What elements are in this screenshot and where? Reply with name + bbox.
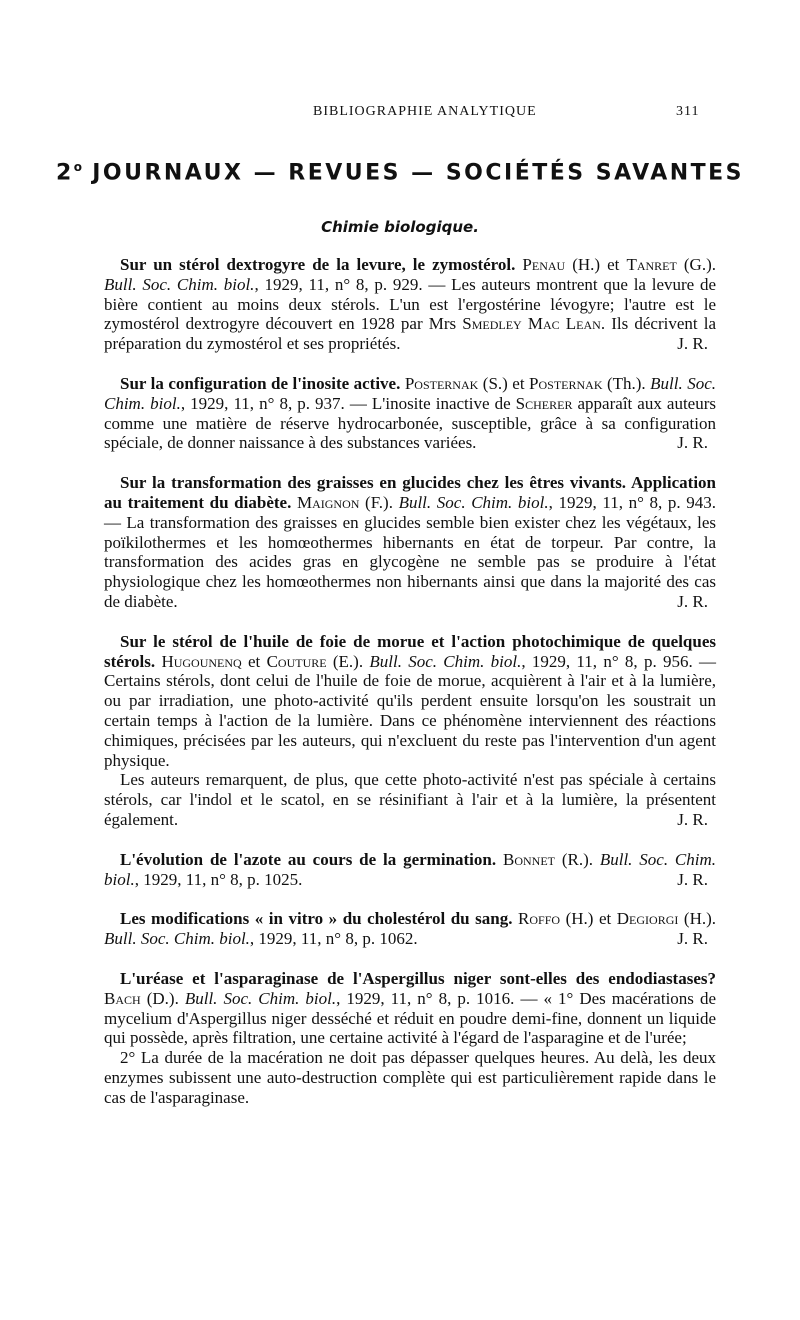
entry-text: . Ils décrivent la préparation du zymostérol et ses propriétés. xyxy=(104,314,717,354)
entry-journal: Bull. Soc. Chim. biol. xyxy=(104,849,717,889)
entry-text: 2° La durée de la macération ne doit pas dépasser quelques heures. Au delà, les deux enzymes subissent une auto-destruction complète qui est particulièrement rapide dans le cas de l'asparaginase. xyxy=(104,1048,716,1107)
entry-signature: J. R. xyxy=(677,433,708,453)
entry-title: Sur un stérol dextrogyre de la levure, le zymostérol. xyxy=(120,255,516,274)
section-number-superscript: o xyxy=(73,160,83,174)
entry-text: (G.). xyxy=(676,255,716,274)
entry-journal: Bull. Soc. Chim. biol. xyxy=(369,651,522,671)
section-title xyxy=(0,160,800,185)
entry-text: , 1929, 11, n° 8, p. 956. — Certains stérols, dont celui de l'huile de foie de morue, acquièrent à l'air et à la lumière, ou par irradiation, une photo-activité qu'ils perdent ensuite lorsqu'on les soustrait un certain temps à l'action de la lumière. Dans ce phénomène interviennent des réactions chimiques, précisées par les auteurs, qui n'excluent du reste pas l'intervention d'un agent physique. xyxy=(104,651,717,770)
entry-journal: Bull. Soc. Chim. biol. xyxy=(184,988,337,1008)
entry-author: Tanret xyxy=(626,255,677,274)
entry-paragraph xyxy=(104,1048,716,1107)
entry-text: , 1929, 11, n° 8, p. 929. — Les auteurs montrent que la levure de bière contient au moins deux stérols. L'un est l'ergostérine lévogyre; l'autre est le zymostérol dextrogyre découvert en 1928 par Mrs xyxy=(104,274,717,334)
entry-signature: J. R. xyxy=(677,869,708,889)
entry-text xyxy=(496,850,503,869)
entry-title: L'uréase et l'asparaginase de l'Aspergillus niger sont-elles des endodiastases? xyxy=(120,968,716,988)
bibliography-entry xyxy=(104,850,716,890)
entry-text: , 1929, 11, n° 8, p. 1025. xyxy=(134,869,303,889)
entry-author: Couture xyxy=(266,651,327,671)
entry-title: Sur la configuration de l'inosite active. xyxy=(120,373,401,393)
subsection-title: Chimie biologique. xyxy=(321,218,479,236)
bibliography-entries xyxy=(104,255,716,1127)
entry-signature: J. R. xyxy=(677,809,708,829)
entry-text: , 1929, 11, n° 8, p. 937. — L'inosite inactive de xyxy=(180,393,516,413)
section-number: 2 xyxy=(55,160,74,186)
entry-text: Les auteurs remarquent, de plus, que cette photo-activité n'est pas spéciale à certains stérols, car l'indol et le scatol, en se résinifiant à l'air et à la lumière, la présentent également. xyxy=(104,770,716,829)
bibliography-entry xyxy=(104,909,716,949)
entry-text: (F.). xyxy=(359,492,399,512)
entry-title: Les modifications « in vitro » du cholestérol du sang. xyxy=(120,909,513,929)
entry-text: (S.) et xyxy=(478,373,530,393)
bibliography-entry xyxy=(104,632,716,830)
entry-author: Posternak xyxy=(404,373,479,393)
entry-text: (H.) et xyxy=(565,255,627,274)
entry-author: Smedley Mac Lean xyxy=(462,314,601,334)
running-head-title: BIBLIOGRAPHIE ANALYTIQUE xyxy=(313,104,537,119)
entry-author: Bach xyxy=(104,988,141,1008)
running-head xyxy=(0,104,800,124)
entry-author: Maignon xyxy=(296,492,360,512)
bibliography-entry xyxy=(104,969,716,1108)
entry-signature: J. R. xyxy=(677,334,708,354)
entry-text: et xyxy=(241,651,267,671)
entry-text: (E.). xyxy=(326,651,370,671)
bibliography-entry xyxy=(104,374,716,453)
entry-title: L'évolution de l'azote au cours de la germination. xyxy=(120,849,497,869)
entry-text: (H.) et xyxy=(560,909,617,929)
entry-author: Roffo xyxy=(518,909,561,929)
bibliography-entry xyxy=(104,255,716,354)
entry-author: Penau xyxy=(522,255,566,274)
entry-signature: J. R. xyxy=(677,591,708,611)
entry-paragraph xyxy=(104,255,716,354)
entry-signature: J. R. xyxy=(677,929,708,949)
entry-paragraph xyxy=(104,770,716,829)
entry-paragraph xyxy=(104,850,716,890)
entry-paragraph xyxy=(104,632,716,771)
entry-author: Scherer xyxy=(515,393,573,413)
entry-paragraph xyxy=(104,374,716,453)
entry-text: (D.). xyxy=(140,988,185,1008)
entry-paragraph xyxy=(104,969,716,1048)
entry-author: Bonnet xyxy=(502,849,555,869)
entry-journal: Bull. Soc. Chim. biol. xyxy=(398,492,549,512)
entry-text: (H.). xyxy=(678,909,717,929)
entry-journal: Bull. Soc. Chim. biol. xyxy=(104,373,717,413)
entry-paragraph xyxy=(104,473,716,612)
entry-journal: Bull. Soc. Chim. biol. xyxy=(104,929,250,949)
entry-text: apparaît aux auteurs comme une matière de réserve hydrocarbonée, susceptible, grâce à sa configuration spéciale, de donner naissance à des substances variées. xyxy=(104,393,716,453)
entry-title: Sur la transformation des graisses en glucides chez les êtres vivants. Application au traitement du diabète. xyxy=(104,473,716,512)
entry-journal: Bull. Soc. Chim. biol. xyxy=(104,274,255,294)
entry-text: (Th.). xyxy=(602,373,651,393)
entry-paragraph xyxy=(104,909,716,949)
entry-title: Sur le stérol de l'huile de foie de morue et l'action photochimique de quelques stérols. xyxy=(104,631,716,671)
entry-text: , 1929, 11, n° 8, p. 1016. — « 1° Des macérations de mycelium d'Aspergillus niger desséché et réduit en poudre demi-fine, donnent un liquide qui possède, après filtration, une certaine activité à l'égard de l'asparagine et de l'urée; xyxy=(104,988,716,1048)
entry-text: (R.). xyxy=(554,849,600,869)
entry-text: , 1929, 11, n° 8, p. 943. — La transformation des graisses en glucides semble bien exister chez les végétaux, les poïkilothermes et les homœothermes hibernants en état de torpeur. Par contre, la transformation des acides gras en glycogène ne semble pas se produire à l'état physiologique chez les homœothermes non hibernants ainsi que dans la majorité des cas de diabète. xyxy=(104,492,717,611)
section-title-text: JOURNAUX — REVUES — SOCIÉTÉS SAVANTES xyxy=(82,160,745,186)
bibliography-entry xyxy=(104,473,716,612)
entry-author: Degiorgi xyxy=(616,909,679,929)
entry-author: Posternak xyxy=(529,373,603,393)
entry-author: Hugounenq xyxy=(161,651,242,671)
entry-text: , 1929, 11, n° 8, p. 1062. xyxy=(249,929,418,949)
page-number: 311 xyxy=(676,104,700,119)
